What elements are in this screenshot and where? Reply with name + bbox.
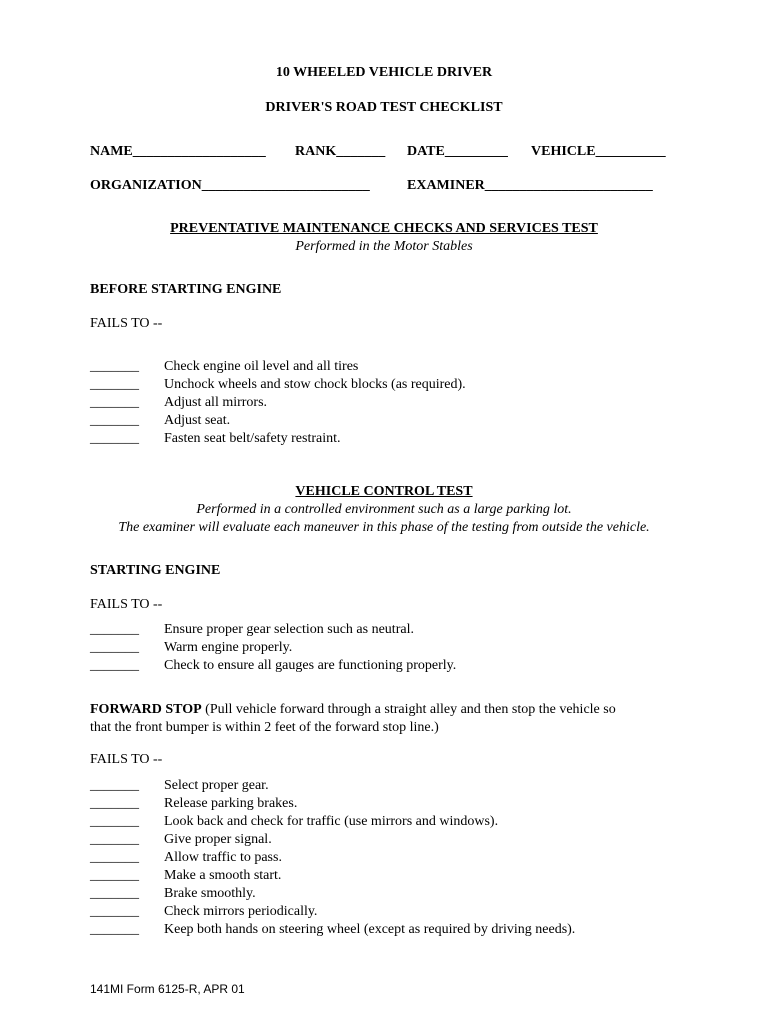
fails-to-label: FAILS TO -- (90, 316, 163, 331)
vehicle-field: VEHICLE__________ (531, 144, 666, 159)
pmcs-title: PREVENTATIVE MAINTENANCE CHECKS AND SERVICES TEST (170, 221, 598, 236)
checklist-blank: _______ (90, 796, 139, 811)
name-field: NAME___________________ (90, 144, 266, 159)
checklist-item: Unchock wheels and stow chock blocks (as required). (164, 377, 466, 392)
checklist-item: Fasten seat belt/safety restraint. (164, 431, 341, 446)
checklist-blank: _______ (90, 886, 139, 901)
examiner-field: EXAMINER________________________ (407, 178, 653, 193)
checklist-item: Give proper signal. (164, 832, 272, 847)
checklist-blank: _______ (90, 431, 139, 446)
checklist-blank: _______ (90, 413, 139, 428)
fails-to-label: FAILS TO -- (90, 597, 163, 612)
before-starting-heading: BEFORE STARTING ENGINE (90, 282, 282, 297)
vct-line-2: The examiner will evaluate each maneuver in this phase of the testing from outside the vehicle. (118, 520, 650, 535)
starting-engine-heading: STARTING ENGINE (90, 563, 221, 578)
checklist-blank: _______ (90, 377, 139, 392)
checklist-item: Check mirrors periodically. (164, 904, 318, 919)
fails-to-label: FAILS TO -- (90, 752, 163, 767)
checklist-item: Adjust seat. (164, 413, 231, 428)
checklist-item: Release parking brakes. (164, 796, 298, 811)
checklist-item: Ensure proper gear selection such as neutral. (164, 622, 414, 637)
vct-line-1: Performed in a controlled environment such as a large parking lot. (196, 502, 572, 517)
pmcs-subtitle: Performed in the Motor Stables (295, 239, 473, 254)
checklist-item: Look back and check for traffic (use mirrors and windows). (164, 814, 499, 829)
checklist-item: Keep both hands on steering wheel (except as required by driving needs). (164, 922, 576, 937)
forward-stop-desc-2: that the front bumper is within 2 feet of the forward stop line.) (90, 720, 439, 735)
checklist-blank: _______ (90, 359, 139, 374)
checklist-item: Adjust all mirrors. (164, 395, 268, 410)
checklist-item: Allow traffic to pass. (164, 850, 282, 865)
checklist-item: Warm engine properly. (164, 640, 293, 655)
document-subtitle: DRIVER'S ROAD TEST CHECKLIST (265, 100, 503, 115)
checklist-item: Brake smoothly. (164, 886, 256, 901)
checklist-blank: _______ (90, 778, 139, 793)
checklist-blank: _______ (90, 622, 139, 637)
checklist-blank: _______ (90, 658, 139, 673)
document-title: 10 WHEELED VEHICLE DRIVER (275, 65, 493, 80)
date-field: DATE_________ (407, 144, 508, 159)
checklist-blank: _______ (90, 814, 139, 829)
checklist-item: Check engine oil level and all tires (164, 359, 359, 374)
checklist-blank: _______ (90, 922, 139, 937)
forward-stop-heading: FORWARD STOP (90, 702, 202, 717)
checklist-item: Select proper gear. (164, 778, 269, 793)
checklist-blank: _______ (90, 832, 139, 847)
forward-stop-desc-1: (Pull vehicle forward through a straight alley and then stop the vehicle so (201, 702, 616, 717)
checklist-item: Make a smooth start. (164, 868, 282, 883)
vct-title: VEHICLE CONTROL TEST (295, 484, 473, 499)
organization-field: ORGANIZATION________________________ (90, 178, 370, 193)
checklist-blank: _______ (90, 395, 139, 410)
checklist-blank: _______ (90, 868, 139, 883)
rank-field: RANK_______ (295, 144, 386, 159)
form-footer: 141MI Form 6125-R, APR 01 (90, 982, 245, 996)
checklist-blank: _______ (90, 640, 139, 655)
checklist-blank: _______ (90, 904, 139, 919)
checklist-blank: _______ (90, 850, 139, 865)
checklist-item: Check to ensure all gauges are functioning properly. (164, 658, 457, 673)
forward-stop-paragraph (90, 702, 616, 718)
